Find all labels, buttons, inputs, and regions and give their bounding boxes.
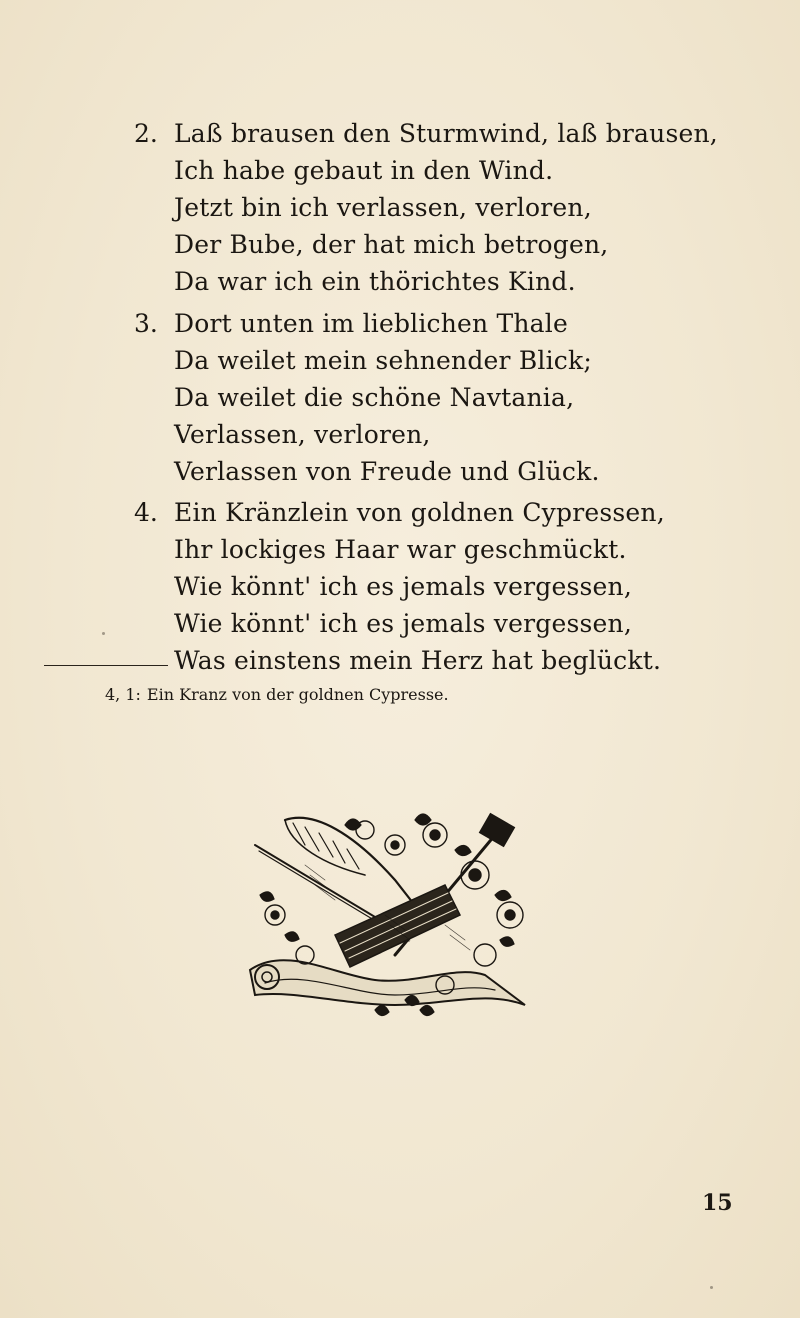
stanza-lines (174, 305, 600, 490)
verse-line: Ein Kränzlein von goldnen Cypressen, (174, 498, 665, 527)
stanza-lines (174, 115, 718, 300)
verse-line: Da weilet die schöne Navtania, (174, 383, 575, 412)
verse-line: Der Bube, der hat mich betrogen, (174, 230, 609, 259)
verse-line: Jetzt bin ich verlassen, verloren, (174, 193, 592, 222)
footnote-reference: 4, 1: (105, 685, 141, 704)
verse-line: Dort unten im lieblichen Thale (174, 309, 568, 338)
footnote-text: Ein Kranz von der goldnen Cypresse. (146, 685, 449, 704)
paper-speck (710, 1286, 713, 1289)
footnote-rule (44, 665, 168, 666)
paper-speck (102, 632, 105, 635)
page-number: 15 (702, 1190, 733, 1216)
stanza-number: 3. (134, 309, 158, 338)
verse-line: Wie könnt' ich es jemals vergessen, (174, 609, 632, 638)
verse-line: Laß brausen den Sturmwind, laß brausen, (174, 119, 718, 148)
stanza-number: 2. (134, 119, 158, 148)
wreath-quill-vignette-icon (245, 805, 540, 1030)
stanza-lines (174, 494, 665, 679)
verse-line: Ihr lockiges Haar war geschmückt. (174, 535, 627, 564)
verse-line: Was einstens mein Herz hat beglückt. (174, 646, 662, 675)
verse-line: Da weilet mein sehnender Blick; (174, 346, 592, 375)
verse-line: Verlassen, verloren, (174, 420, 431, 449)
verse-line: Ich habe gebaut in den Wind. (174, 156, 554, 185)
verse-line: Verlassen von Freude und Glück. (174, 457, 600, 486)
verse-line: Wie könnt' ich es jemals vergessen, (174, 572, 632, 601)
stanza-number: 4. (134, 498, 158, 527)
verse-line: Da war ich ein thörichtes Kind. (174, 267, 576, 296)
footnote (105, 683, 449, 707)
